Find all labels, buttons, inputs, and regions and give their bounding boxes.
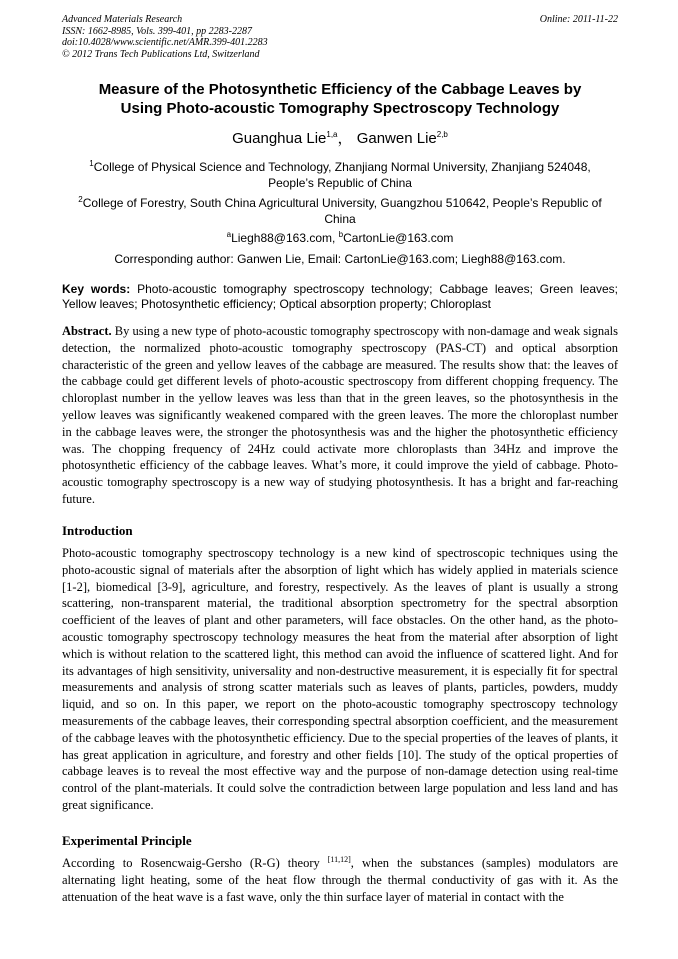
author-list	[62, 130, 618, 148]
paper-title	[62, 80, 618, 118]
issn-line: ISSN: 1662-8985, Vols. 399-401, pp 2283-2287	[62, 25, 252, 37]
introduction-heading: Introduction	[62, 523, 133, 538]
abstract-label: Abstract.	[62, 324, 112, 338]
experimental-text-part-2: , when the substances (samples) modulators are alternating light heating, some of the heat flow through the thermal conductivity of gas with it. As the attenuation of the heat wave is a fast wave, only the thin surface layer of material in contact with the	[62, 856, 618, 904]
affiliation-1-superscript: 1	[89, 159, 94, 168]
keywords-text: Photo-acoustic tomography spectroscopy technology; Cabbage leaves; Green leaves; Yellow leaves; Photosynthetic efficiency; Optical absorption property; Chloroplast	[62, 282, 618, 311]
experimental-principle-heading: Experimental Principle	[62, 833, 192, 848]
affiliation-2-line-1: College of Forestry, South China Agricultural University, Guangzhou 510642, People’s Republic of	[82, 196, 602, 210]
keywords-label: Key words:	[62, 282, 131, 296]
corresponding-author: Corresponding author: Ganwen Lie, Email: CartonLie@163.com; Liegh88@163.com.	[114, 252, 566, 266]
author-emails	[62, 231, 618, 246]
author-1-superscript: 1,a	[326, 130, 338, 139]
email-b: CartonLie@163.com	[343, 231, 454, 245]
affiliation-2	[62, 195, 618, 227]
affiliation-1-line-1: College of Physical Science and Technology, Zhanjiang Normal University, Zhanjiang 524048,	[93, 160, 591, 174]
doi-line: doi:10.4028/www.scientific.net/AMR.399-401.2283	[62, 37, 268, 48]
email-a: Liegh88@163.com,	[231, 231, 339, 245]
journal-header	[62, 14, 618, 60]
keywords	[62, 282, 618, 312]
affiliation-2-superscript: 2	[78, 195, 83, 204]
title-line-2: Using Photo-acoustic Tomography Spectroscopy Technology	[120, 100, 560, 117]
author-2-name: Ganwen Lie	[356, 130, 437, 147]
author-separator: ，	[337, 130, 353, 147]
email-a-superscript: a	[226, 230, 232, 239]
title-line-1: Measure of the Photosynthetic Efficiency of the Cabbage Leaves by	[98, 81, 582, 98]
abstract-text: By using a new type of photo-acoustic tomography spectroscopy with non-damage and weak signals detection, the normalized photo-acoustic tomography spectroscopy (PAS-CT) and optical absorption characteristic of the green and yellow leaves of the cabbage are measured. The results show that: the leaves of the cabbage could get different levels of photo-acoustic spectroscopy from different chopping frequency. The chloroplast number in the yellow leaves was less than that in the green leaves, so the photosynthesis in the yellow leaves was significantly weakened compared with the green leaves. The more the chloroplast number in the cabbage leaves were, the stronger the photosynthesis was and the higher the photosynthetic efficiency was. The chopping frequency of 24Hz could activate more chloroplasts than 34Hz and improve the photosynthetic efficiency of the cabbage leaves. What’s more, it could improve the yield of cabbage. Photo-acoustic tomography spectroscopy is a new way of studying photosynthesis. It has a bright and far-reaching future.	[62, 324, 618, 506]
introduction-text: Photo-acoustic tomography spectroscopy technology is a new kind of spectroscopic techniques using the photo-acoustic signal of materials after the absorption of light which has widely applied in materials science [1-2], biomedical [3-9], agriculture, and forestry, respectively. As the leaves of plant is usually a strong scattering, non-transparent material, the traditional absorption spectrometry for the spectral absorption coefficient of the leaves of plant and other parameters, will face obstacles. On the other hand, as the photo-acoustic tomography spectroscopy technology measures the heat from the material after absorption of light which is without relation to the scattered light, this method can avoid the influence of scattered light. And for its advantages of high sensitivity, universality and non-destructive measurement, it is especially fit for spectral measurements and analysis of strong scatter materials such as leaves of plants, particles, powders, muddy liquid, and so on. In this paper, we report on the photo-acoustic tomography spectroscopy technology measurements of the cabbage leaves, their corresponding spectral absorption coefficient, and the measurement of the cabbage leaves with the photosynthetic efficiency. Due to the special properties of the leaves of plants, it has great application in agriculture, and forestry and other fields [10]. The study of the optical properties of cabbage leaves is to reveal the most effective way and the purpose of non-damage detection using real-time control of the plant-materials. It could solve the contradiction between large population and less land and has great significance.	[62, 546, 618, 812]
journal-name: Advanced Materials Research	[62, 14, 183, 25]
experimental-principle-text	[62, 855, 618, 905]
email-b-superscript: b	[338, 230, 344, 239]
experimental-text-part-1: According to Rosencwaig-Gersho (R-G) theory	[62, 856, 328, 870]
abstract	[62, 323, 618, 508]
online-date: Online: 2011-11-22	[539, 14, 618, 25]
affiliation-1-line-2: People’s Republic of China	[268, 176, 412, 190]
affiliation-1	[62, 159, 618, 191]
copyright-line: © 2012 Trans Tech Publications Ltd, Switzerland	[62, 48, 260, 60]
author-1-name: Guanghua Lie	[232, 130, 327, 147]
author-2-superscript: 2,b	[436, 130, 448, 139]
affiliation-2-line-2: China	[324, 212, 356, 226]
citation-reference: [11,12]	[327, 854, 351, 864]
